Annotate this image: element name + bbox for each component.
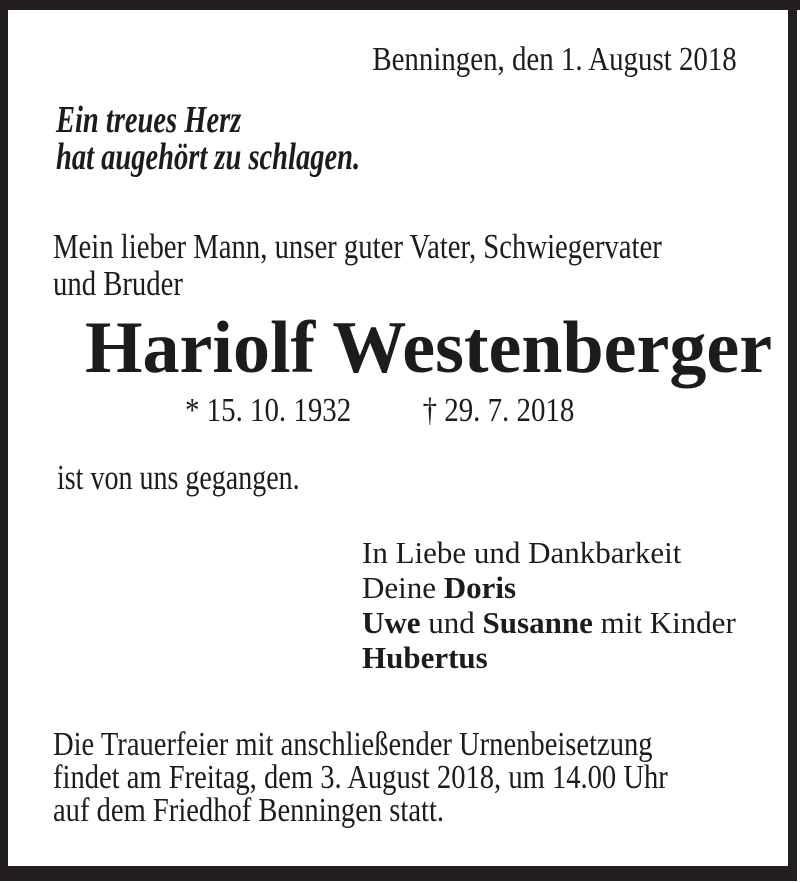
mourners-line-4 (362, 640, 736, 675)
funeral-details (53, 728, 668, 827)
funeral-line-1: Die Trauerfeier mit anschließender Urnenbeisetzung (53, 726, 653, 763)
epigraph-line-2: hat augehört zu schlagen. (56, 136, 361, 178)
mourners-block (362, 535, 736, 675)
frame-border-left (0, 0, 8, 881)
frame-border-right (788, 0, 797, 881)
salutation-line-2: und Bruder (53, 264, 183, 303)
mourners-line-3 (362, 605, 736, 640)
mourners-line-2 (362, 570, 736, 605)
epigraph (56, 99, 361, 178)
mourners-line-3-mid: und (420, 605, 483, 640)
birth-date: * 15. 10. 1932 (185, 392, 352, 429)
passing-statement: ist von uns gegangen. (57, 458, 300, 497)
epigraph-line-1: Ein treues Herz (56, 99, 242, 141)
salutation-line-1: Mein lieber Mann, unser guter Vater, Schwiegervater (53, 227, 662, 266)
life-dates (185, 394, 574, 428)
mourner-name-hubertus: Hubertus (362, 640, 488, 675)
deceased-name: Hariolf Westenberger (85, 307, 773, 389)
frame-border-top (0, 0, 800, 10)
mourners-line-3-suffix: mit Kinder (592, 605, 736, 640)
mourner-name-susanne: Susanne (482, 605, 593, 640)
mourners-line-2-prefix: Deine (362, 570, 444, 605)
salutation (53, 228, 662, 302)
place-and-date-line: Benningen, den 1. August 2018 (372, 41, 737, 78)
frame-border-bottom (0, 866, 797, 881)
funeral-line-3: auf dem Friedhof Benningen statt. (53, 792, 445, 829)
funeral-line-2: findet am Freitag, dem 3. August 2018, um 14.00 Uhr (53, 759, 668, 796)
death-date: † 29. 7. 2018 (422, 392, 575, 429)
mourner-name-doris: Doris (443, 570, 517, 605)
mourners-line-1: In Liebe und Dankbarkeit (362, 535, 682, 570)
mourner-name-uwe: Uwe (362, 605, 421, 640)
